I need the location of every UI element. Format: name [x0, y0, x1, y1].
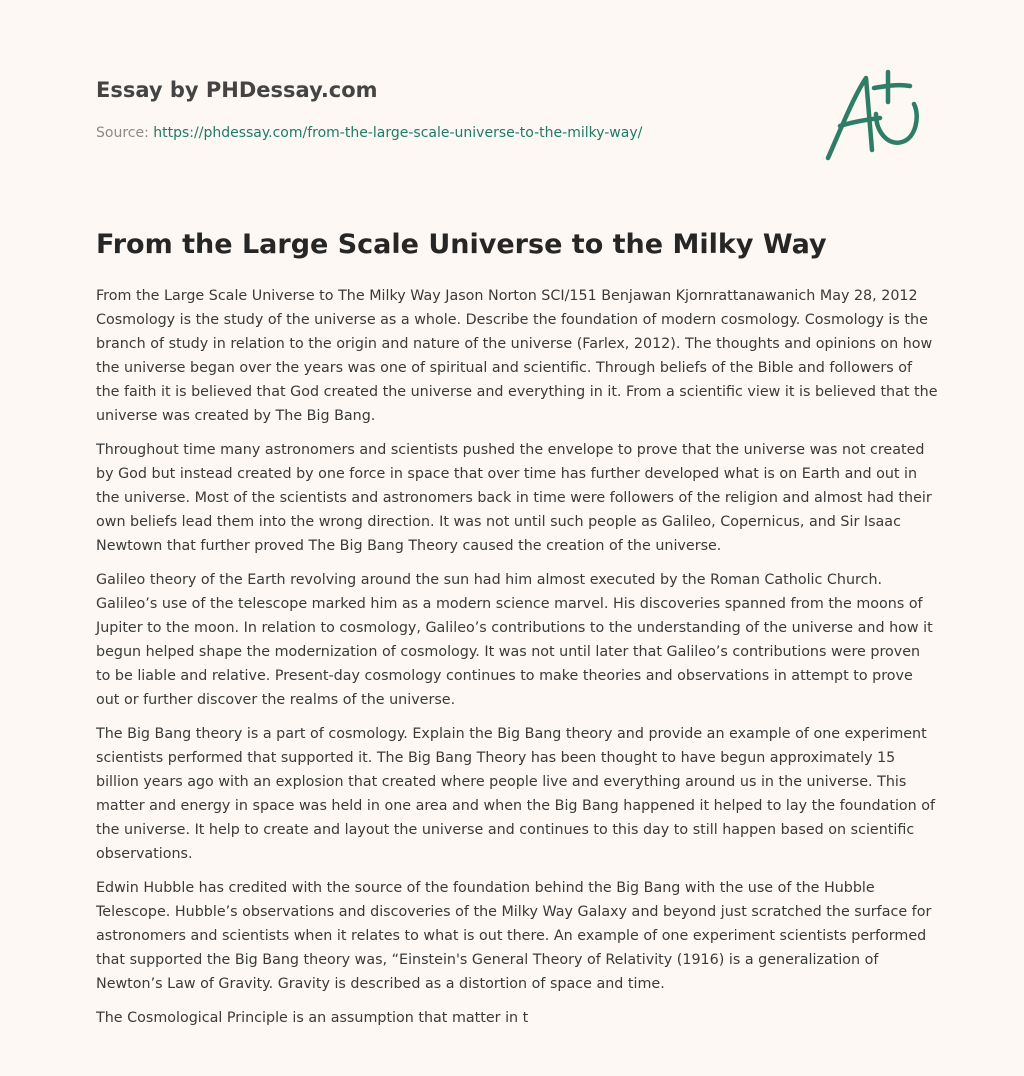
paragraph: Edwin Hubble has credited with the source of the foundation behind the Big Bang with the use of the Hubble Telescope. Hubble’s observations and discoveries of the Milky Way Galaxy and beyond just scratched the surface for astronomers and scientists when it relates to what is out there. An example of one experiment scientists performed that supported the Big Bang theory was, “Einstein's General Theory of Relativity (1916) is a generalization of Newton’s Law of Gravity. Gravity is described as a distortion of space and time.	[96, 880, 932, 992]
paragraph: From the Large Scale Universe to The Milky Way Jason Norton SCI/151 Benjawan Kjornrattanawanich May 28, 2012 Cosmology is the study of the universe as a whole. Describe the foundation of modern cosmology. Cosmology is the branch of study in relation to the origin and nature of the universe (Farlex, 2012). The thoughts and opinions on how the universe began over the years was one of spiritual and scientific. Through beliefs of the Bible and followers of the faith it is believed that God created the universe and everything in it. From a scientific view it is believed that the universe was created by The Big Bang.	[96, 288, 938, 424]
article-title: From the Large Scale Universe to the Milky Way	[96, 229, 827, 260]
paragraph: The Big Bang theory is a part of cosmology. Explain the Big Bang theory and provide an example of one experiment scientists performed that supported it. The Big Bang Theory has been thought to have begun approximately 15 billion years ago with an explosion that created where people live and everything around us in the universe. This matter and energy in space was held in one area and when the Big Bang happened it helped to lay the foundation of the universe. It help to create and layout the universe and continues to this day to still happen based on scientific observations.	[96, 726, 936, 862]
essay-header	[96, 76, 796, 142]
source-line	[96, 124, 796, 142]
article-body	[96, 284, 938, 1040]
brand-title: Essay by PHDessay.com	[96, 78, 378, 102]
paragraph: Galileo theory of the Earth revolving around the sun had him almost executed by the Roman Catholic Church. Galileo’s use of the telescope marked him as a modern science marvel. His discoveries spanned from the moons of Jupiter to the moon. In relation to cosmology, Galileo’s contributions to the understanding of the universe and how it begun helped shape the modernization of cosmology. It was not until later that Galileo’s contributions were proven to be liable and relative. Present-day cosmology continues to make theories and observations in attempt to prove out or further discover the realms of the universe.	[96, 572, 933, 708]
source-label: Source:	[96, 125, 149, 141]
source-link[interactable]: https://phdessay.com/from-the-large-scale-universe-to-the-milky-way/	[153, 125, 643, 141]
a-plus-logo-graphic	[822, 66, 932, 166]
paragraph: The Cosmological Principle is an assumption that matter in t	[96, 1010, 529, 1026]
a-plus-logo-icon	[822, 66, 932, 166]
paragraph: Throughout time many astronomers and scientists pushed the envelope to prove that the universe was not created by God but instead created by one force in space that over time has further developed what is on Earth and out in the universe. Most of the scientists and astronomers back in time were followers of the religion and almost had their own beliefs lead them into the wrong direction. It was not until such people as Galileo, Copernicus, and Sir Isaac Newtown that further proved The Big Bang Theory caused the creation of the universe.	[96, 442, 932, 554]
